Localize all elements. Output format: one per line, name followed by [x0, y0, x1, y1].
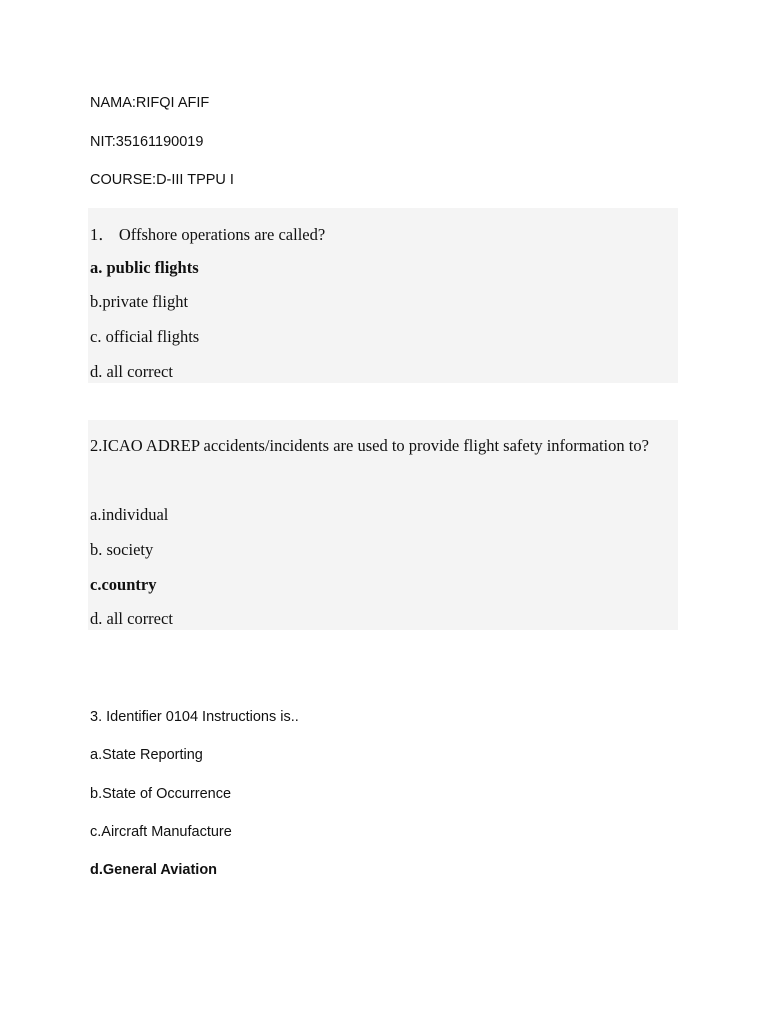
question-2-option-a: a.individual	[90, 505, 169, 524]
student-nit: NIT:35161190019	[90, 134, 204, 150]
question-1-option-d: d. all correct	[90, 362, 173, 381]
question-2-text: 2.ICAO ADREP accidents/incidents are used to provide flight safety information to?	[90, 436, 649, 455]
question-3-option-c: c.Aircraft Manufacture	[90, 824, 232, 840]
question-2-option-b: b. society	[90, 540, 154, 559]
question-1-option-a: a. public flights	[90, 258, 199, 277]
course-name: COURSE:D-III TPPU I	[90, 172, 234, 188]
student-name: NAMA:RIFQI AFIF	[90, 95, 210, 111]
question-2-option-d: d. all correct	[90, 609, 173, 628]
question-1-option-c: c. official flights	[90, 327, 200, 346]
question-3-text: 3. Identifier 0104 Instructions is..	[90, 709, 299, 725]
question-1-text: 1． Offshore operations are called?	[90, 225, 326, 244]
question-3-option-a: a.State Reporting	[90, 747, 203, 763]
question-3-option-d: d.General Aviation	[90, 862, 218, 878]
question-1-option-b: b.private flight	[90, 292, 189, 311]
question-2-option-c: c.country	[90, 575, 157, 594]
question-3-option-b: b.State of Occurrence	[90, 786, 232, 802]
